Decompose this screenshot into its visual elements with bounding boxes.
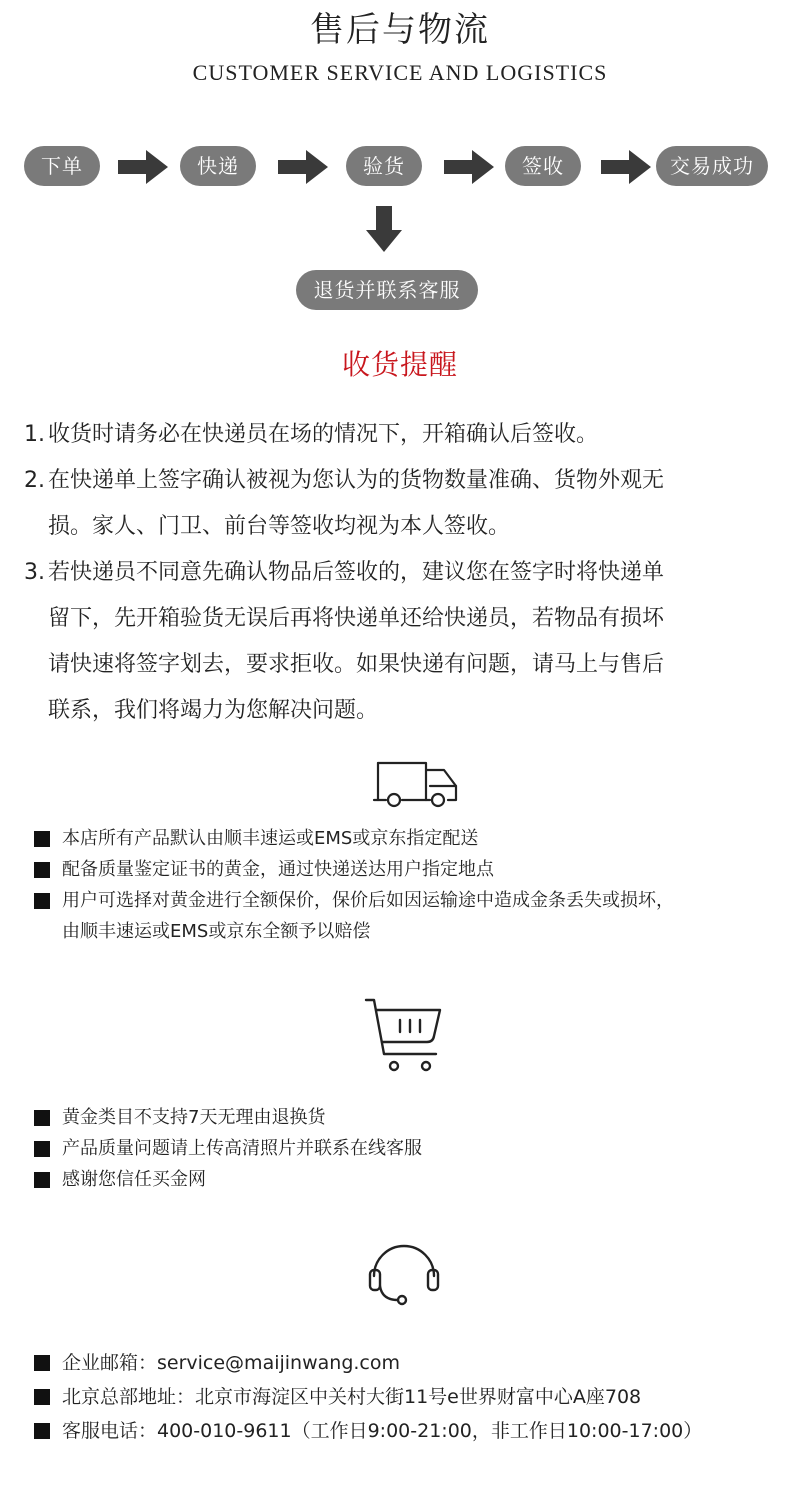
shopping-cart-icon	[364, 996, 444, 1074]
list-item	[34, 1164, 774, 1195]
reminder-list	[24, 412, 784, 734]
contact-email: 企业邮箱：service@maijinwang.com	[62, 1352, 400, 1374]
list-item-text: 感谢您信任买金网	[62, 1169, 206, 1190]
page-subtitle: CUSTOMER SERVICE AND LOGISTICS	[192, 60, 608, 85]
arrow-right-icon	[278, 150, 328, 184]
arrow-right-icon	[118, 150, 168, 184]
list-item-text: 用户可选择对黄金进行全额保价，保价后如因运输途中造成金条丢失或损坏，	[62, 890, 674, 911]
list-item-text: 配备质量鉴定证书的黄金，通过快递送达用户指定地点	[62, 859, 494, 880]
arrow-right-icon	[444, 150, 494, 184]
reminder-number: 1.	[24, 422, 45, 447]
list-item	[34, 1414, 774, 1448]
reminder-text: 损。家人、门卫、前台等签收均视为本人签收。	[48, 514, 511, 539]
reminder-title: 收货提醒	[341, 348, 458, 381]
list-item	[34, 885, 774, 916]
list-item	[34, 1380, 774, 1414]
contact-address: 北京总部地址：北京市海淀区中关村大街11号e世界财富中心A座708	[62, 1386, 642, 1408]
list-item	[34, 823, 774, 854]
reminder-text: 若快递员不同意先确认物品后签收的，建议您在签字时将快递单	[48, 560, 665, 585]
reminder-text: 收货时请务必在快递员在场的情况下，开箱确认后签收。	[48, 422, 599, 447]
reminder-item	[24, 550, 784, 596]
arrow-down-icon	[366, 206, 402, 252]
bullet-square	[34, 862, 50, 878]
list-item	[34, 854, 774, 885]
service-list	[34, 1102, 774, 1195]
step-sign: 签收	[505, 146, 581, 186]
bullet-square	[34, 1355, 50, 1371]
bullet-square	[34, 1110, 50, 1126]
list-item	[34, 1346, 774, 1380]
reminder-number: 2.	[24, 468, 45, 493]
headset-icon	[366, 1236, 442, 1308]
list-item	[34, 1102, 774, 1133]
step-inspect: 验货	[346, 146, 422, 186]
step-success: 交易成功	[656, 146, 768, 186]
step-express: 快递	[180, 146, 256, 186]
step-return: 退货并联系客服	[296, 270, 478, 310]
bullet-square	[34, 1172, 50, 1188]
contact-phone: 客服电话：400-010-9611（工作日9:00-21:00，非工作日10:00-17:00）	[62, 1420, 703, 1442]
page-title: 售后与物流	[310, 10, 490, 50]
bullet-square	[34, 1423, 50, 1439]
list-item-text: 黄金类目不支持7天无理由退换货	[62, 1107, 326, 1128]
reminder-text: 留下，先开箱验货无误后再将快递单还给快递员，若物品有损坏	[48, 606, 665, 631]
list-item-text: 产品质量问题请上传高清照片并联系在线客服	[62, 1138, 422, 1159]
list-item-text: 本店所有产品默认由顺丰速运或EMS或京东指定配送	[62, 828, 479, 849]
reminder-text: 联系，我们将竭力为您解决问题。	[48, 698, 379, 723]
reminder-text: 在快递单上签字确认被视为您认为的货物数量准确、货物外观无	[48, 468, 665, 493]
bullet-square	[34, 893, 50, 909]
reminder-item	[24, 458, 784, 504]
bullet-square	[34, 1141, 50, 1157]
arrow-right-icon	[601, 150, 651, 184]
bullet-square	[34, 1389, 50, 1405]
reminder-number: 3.	[24, 560, 45, 585]
step-order: 下单	[24, 146, 100, 186]
list-item	[34, 1133, 774, 1164]
contact-list	[34, 1346, 774, 1448]
reminder-text: 请快速将签字划去，要求拒收。如果快递有问题，请马上与售后	[48, 652, 665, 677]
list-item-text: 由顺丰速运或EMS或京东全额予以赔偿	[62, 921, 371, 942]
truck-icon	[372, 760, 462, 808]
bullet-square	[34, 831, 50, 847]
logistics-list	[34, 823, 774, 947]
reminder-item	[24, 412, 784, 458]
